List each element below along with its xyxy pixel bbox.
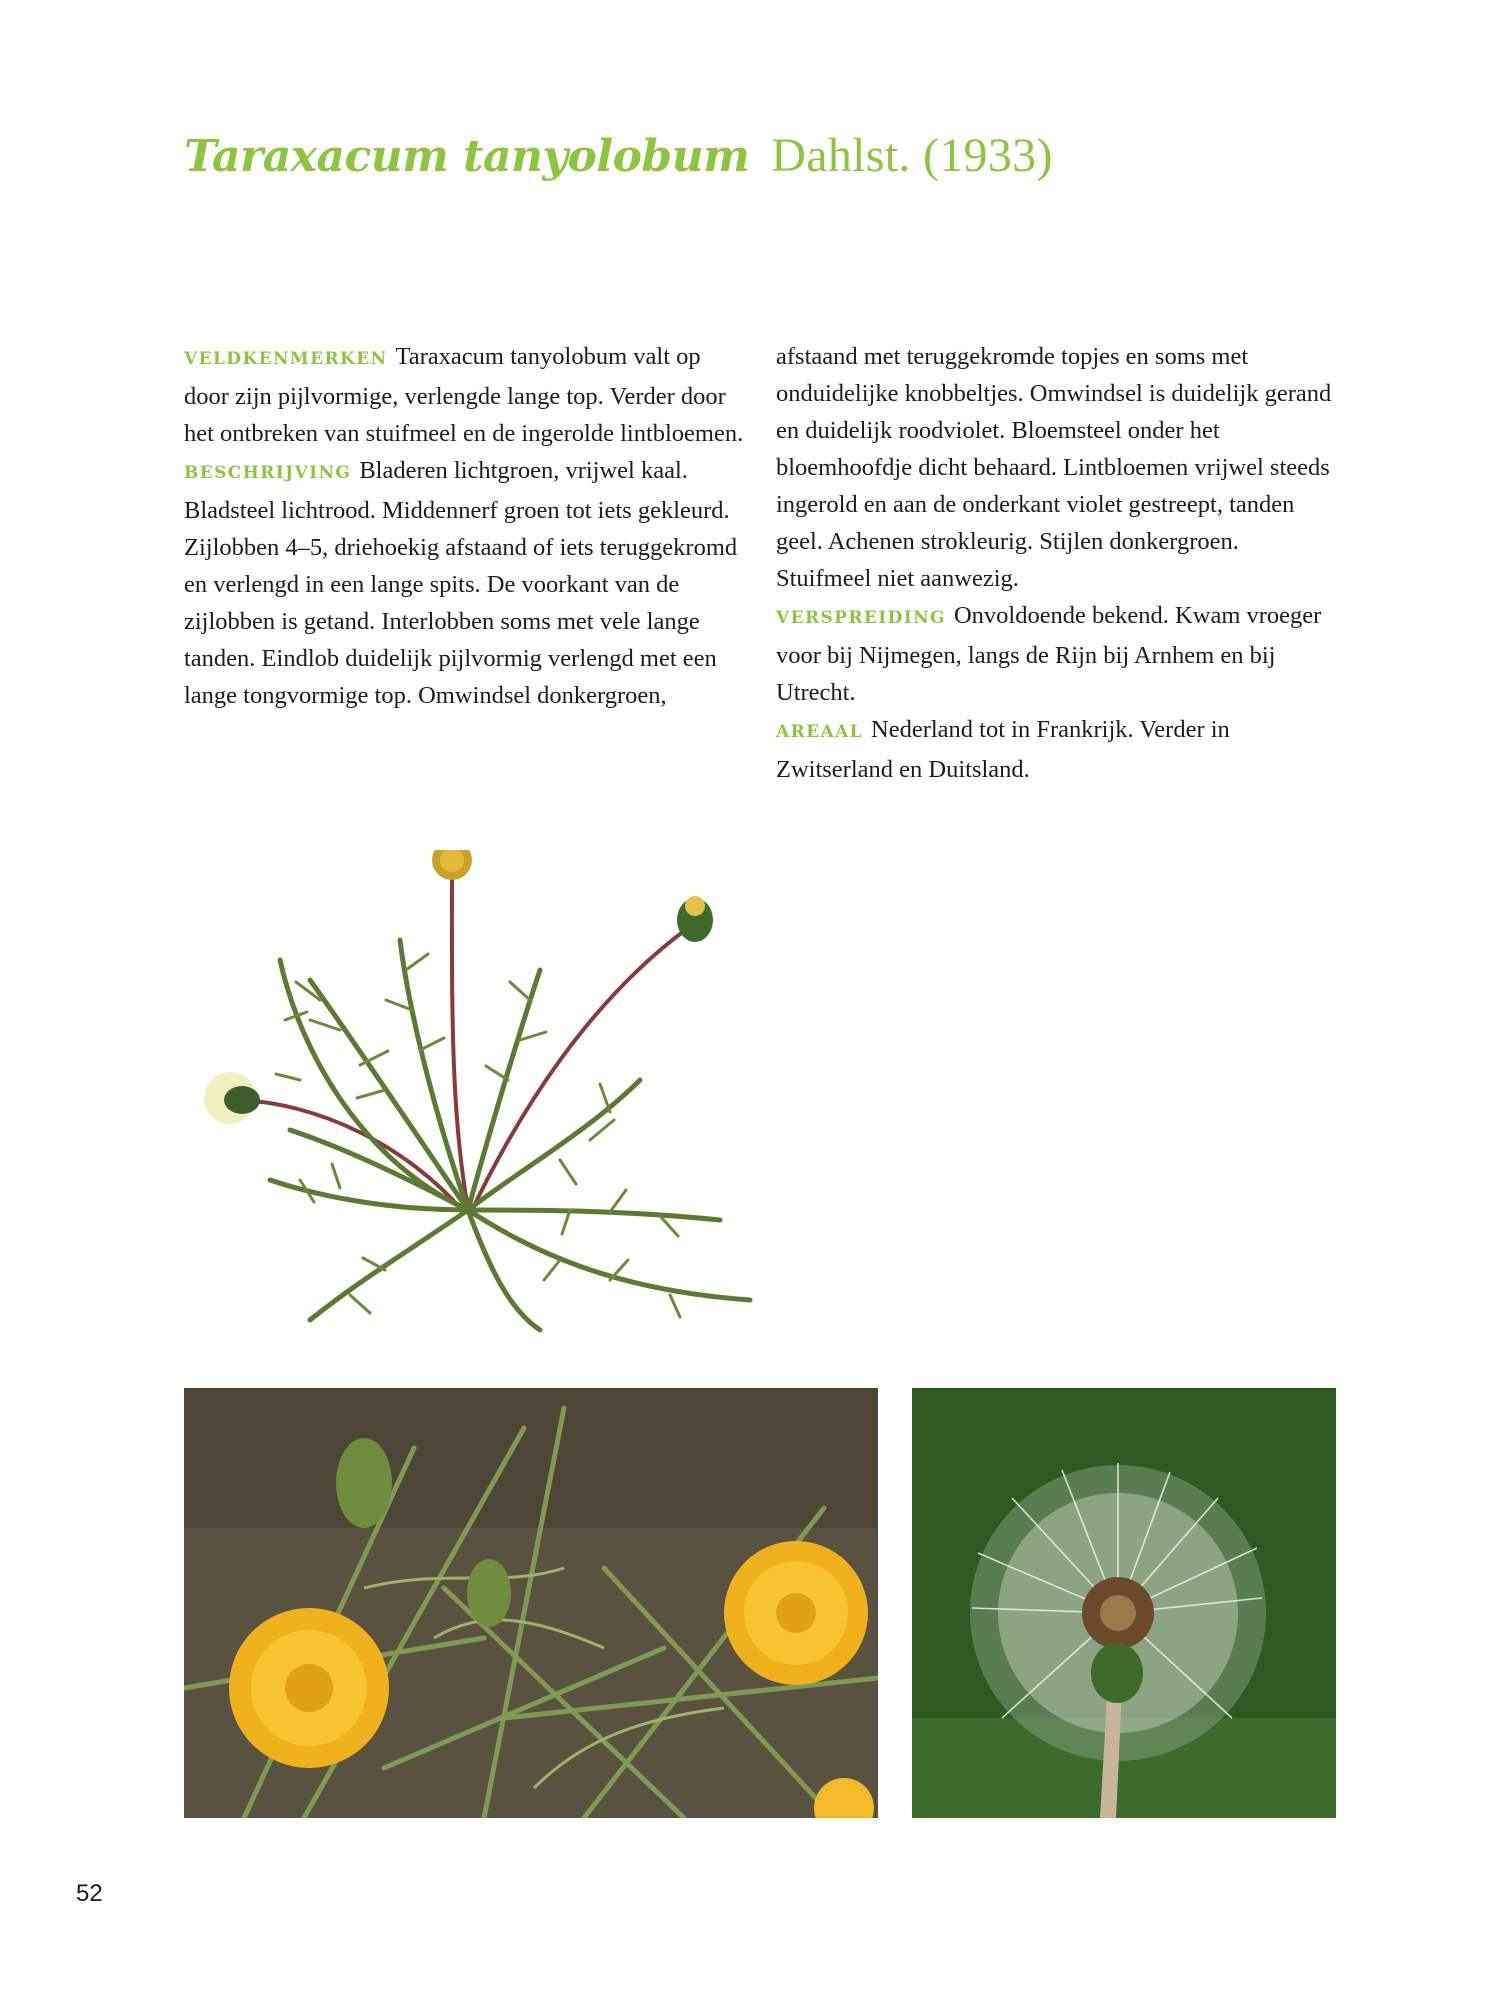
plant-illustration	[190, 850, 790, 1350]
text-veldkenmerken: Taraxacum tanyolobum valt op door zijn pijlvormige, verlengde lange top. Verder door het ontbreken van stuifmeel en de ingerolde lintbloemen.	[184, 343, 744, 447]
text-column-left	[184, 338, 744, 714]
paragraph-beschrijving-continued	[776, 338, 1336, 597]
photo-seed-head	[912, 1388, 1336, 1818]
text-column-right	[776, 338, 1336, 788]
section-label-beschrijving: BESCHRIJVING	[184, 463, 352, 483]
paragraph-beschrijving	[184, 452, 744, 714]
paragraph-veldkenmerken	[184, 338, 744, 452]
species-name: Taraxacum tanyolobum	[184, 131, 750, 182]
photo-seed-head-svg	[912, 1388, 1336, 1818]
text-areaal: Nederland tot in Frankrijk. Verder in Zwitserland en Duitsland.	[776, 716, 1230, 783]
section-label-veldkenmerken: VELDKENMERKEN	[184, 349, 388, 369]
text-beschrijving: Bladeren lichtgroen, vrijwel kaal. Bladsteel lichtrood. Middennerf groen tot iets gekleurd. Zijlobben 4–5, driehoekig afstaand of iets teruggekromd en verlengd in een lange spits. De voorkant van de zijlobben is getand. Interlobben soms met vele lange tanden. Eindlob duidelijk pijlvormig verlengd met een lange tongvormige top. Omwindsel donkergroen,	[184, 457, 738, 709]
photo-flowering-plant-svg	[184, 1388, 878, 1818]
section-label-areaal: AREAAL	[776, 722, 864, 742]
page-title	[184, 128, 1053, 185]
page-number: 52	[76, 1880, 103, 1907]
species-author: Dahlst. (1933)	[771, 129, 1053, 182]
section-label-verspreiding: VERSPREIDING	[776, 608, 946, 628]
paragraph-verspreiding	[776, 597, 1336, 711]
text-verspreiding: Onvoldoende bekend. Kwam vroeger voor bij Nijmegen, langs de Rijn bij Arnhem en bij Utrecht.	[776, 602, 1322, 706]
plant-illustration-svg	[190, 850, 790, 1350]
photo-flowering-plant	[184, 1388, 878, 1818]
paragraph-areaal	[776, 711, 1336, 788]
text-beschrijving-continued: afstaand met teruggekromde topjes en soms met onduidelijke knobbeltjes. Omwindsel is duidelijk gerand en duidelijk roodviolet. Bloemsteel onder het bloemhoofdje dicht behaard. Lintbloemen vrijwel steeds ingerold en aan de onderkant violet gestreept, tanden geel. Achenen strokleurig. Stijlen donkergroen. Stuifmeel niet aanwezig.	[776, 343, 1332, 592]
